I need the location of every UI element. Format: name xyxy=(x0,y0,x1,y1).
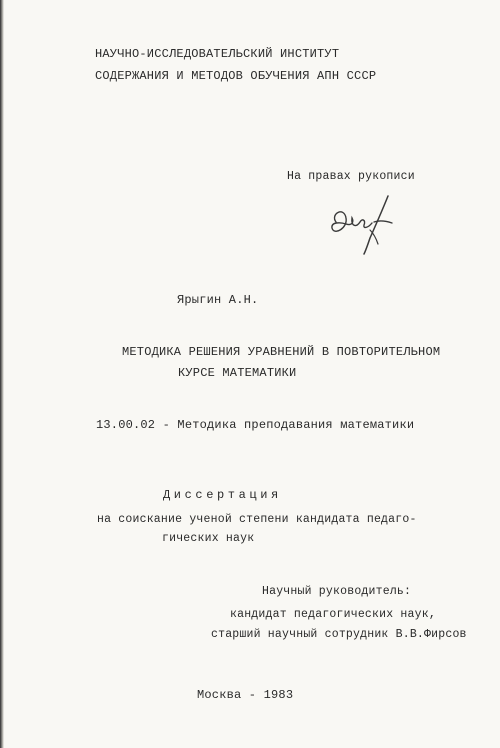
degree-line-1: на соискание ученой степени кандидата педаго- xyxy=(97,513,417,526)
advisor-label: Научный руководитель: xyxy=(262,585,412,598)
institute-line-1: НАУЧНО-ИССЛЕДОВАТЕЛЬСКИЙ ИНСТИТУТ xyxy=(95,47,340,61)
advisor-position-name: старший научный сотрудник В.В.Фирсов xyxy=(211,628,467,641)
author-name: Ярыгин А.Н. xyxy=(177,293,259,307)
page-edge-shadow xyxy=(0,0,4,748)
advisor-degree: кандидат педагогических наук, xyxy=(230,608,436,621)
dissertation-title-line-2: КУРСЕ МАТЕМАТИКИ xyxy=(178,366,297,380)
specialty-code: 13.00.02 - Методика преподавания математики xyxy=(96,418,415,432)
institute-line-2: СОДЕРЖАНИЯ И МЕТОДОВ ОБУЧЕНИЯ АПН СССР xyxy=(95,69,377,83)
dissertation-title-line-1: МЕТОДИКА РЕШЕНИЯ УРАВНЕНИЙ В ПОВТОРИТЕЛЬНОМ xyxy=(122,345,441,359)
city-year: Москва - 1983 xyxy=(197,688,294,702)
dissertation-label: Диссертация xyxy=(163,488,282,502)
handwritten-signature xyxy=(322,192,402,256)
degree-line-2: гических наук xyxy=(162,532,255,545)
manuscript-rights-note: На правах рукописи xyxy=(287,170,415,183)
